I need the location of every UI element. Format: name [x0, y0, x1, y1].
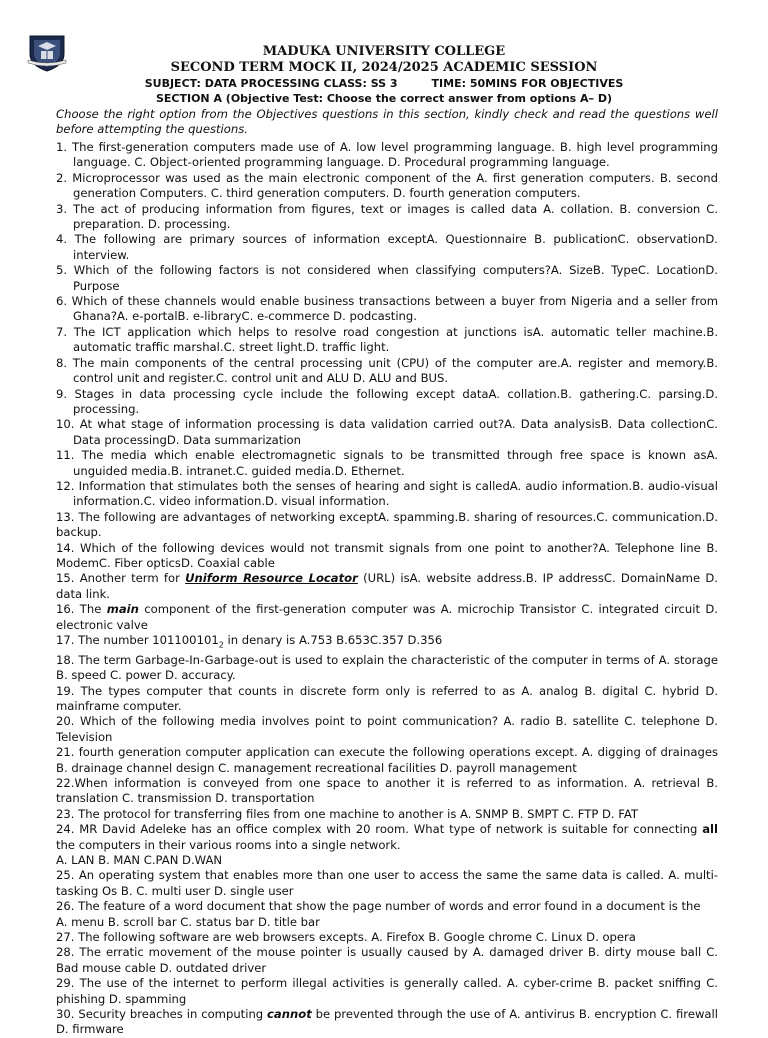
- emphasis-text: main: [106, 602, 139, 617]
- question-text: 3. The act of producing information from figures, text or images is called data A. collation. B. conversion C. preparation. D. processing.: [56, 201, 718, 232]
- question-options-text: A. LAN B. MAN C.PAN D.WAN: [56, 853, 223, 867]
- question-item: [56, 232, 718, 263]
- question-item: [56, 510, 718, 541]
- question-item: [56, 899, 718, 914]
- question-text: 10. At what stage of information processing is data validation carried out?A. Data analysisB. Data collectionC. Data processingD. Data summarization: [56, 417, 718, 447]
- question-text: 7. The ICT application which helps to resolve road congestion at junctions isA. automatic teller machine.B. automatic traffic marshal.C. street light.D. traffic light.: [56, 324, 718, 355]
- question-item: [56, 294, 718, 325]
- question-text: 14. Which of the following devices would not transmit signals from one point to another?A. Telephone line B. ModemC. Fiber opticsD. Coaxial cable: [56, 540, 718, 570]
- question-item: [56, 822, 718, 853]
- emphasis-text: all: [702, 822, 718, 837]
- question-item: [56, 684, 718, 715]
- question-item: [56, 776, 718, 807]
- question-text: 28. The erratic movement of the mouse pointer is usually caused by A. damaged driver B. dirty mouse ball C. Bad mouse cable D. outdated driver: [56, 945, 718, 975]
- question-options: [56, 853, 718, 868]
- question-text: the computers in their various rooms into a single network.: [56, 837, 401, 852]
- question-text: 1. The first-generation computers made use of A. low level programming language. B. high level programming language. C. Object-oriented programming language. D. Procedural programming language.: [56, 140, 718, 170]
- question-item: [56, 140, 718, 171]
- question-options-text: A. menu B. scroll bar C. status bar D. title bar: [56, 914, 320, 929]
- question-item: [56, 945, 718, 976]
- question-text: 2. Microprocessor was used as the main electronic component of the A. first generation computers. B. second generation Computers. C. third generation computers. D. fourth generation computers.: [56, 170, 718, 201]
- question-text: (URL) isA. website address.B. IP addressC. DomainName D. data link.: [56, 571, 718, 601]
- question-item: [56, 387, 718, 418]
- exam-header: [0, 44, 768, 106]
- question-text: 21. fourth generation computer application can execute the following operations except. A. digging of drainages B. drainage channel design C. management recreational facilities D. payroll management: [56, 745, 718, 775]
- question-text: 30. Security breaches in computing: [56, 1007, 268, 1022]
- question-text: 25. An operating system that enables more than one user to access the same the same data is called. A. multi-tasking Os B. C. multi user D. single user: [56, 868, 718, 898]
- question-item: [56, 417, 718, 448]
- question-item: [56, 541, 718, 572]
- question-item: [56, 448, 718, 479]
- question-text: 27. The following software are web browsers excepts. A. Firefox B. Google chrome C. Linux D. opera: [56, 930, 636, 945]
- subscript-base: 2: [218, 640, 224, 650]
- question-item: [56, 571, 718, 602]
- question-item: [56, 171, 718, 202]
- question-item: [56, 356, 718, 387]
- question-options: [56, 915, 718, 930]
- question-text: 11. The media which enable electromagnetic signals to be transmitted through free space is known asA. unguided media.B. intranet.C. guided media.D. Ethernet.: [56, 448, 718, 478]
- question-text: 20. Which of the following media involves point to point communication? A. radio B. satellite C. telephone D. Television: [56, 714, 718, 744]
- question-item: [56, 745, 718, 776]
- question-text: 8. The main components of the central processing unit (CPU) of the computer are.A. register and memory.B. control unit and register.C. control unit and ALU D. ALU and BUS.: [56, 355, 718, 386]
- question-item: [56, 202, 718, 233]
- question-text: 18. The term Garbage-In-Garbage-out is used to explain the characteristic of the computer in terms of A. storage B. speed C. power D. accuracy.: [56, 652, 718, 683]
- question-text: be prevented through the use of A. antivirus B. encryption C. firewall D. firmware: [56, 1007, 718, 1037]
- question-text: 5. Which of the following factors is not considered when classifying computers?A. SizeB. TypeC. LocationD. Purpose: [56, 263, 718, 293]
- question-item: [56, 653, 718, 684]
- question-text: 24. MR David Adeleke has an office complex with 20 room. What type of network is suitable for connecting: [56, 822, 703, 837]
- question-item: [56, 1007, 718, 1038]
- subject-line: [0, 76, 768, 91]
- question-text: 9. Stages in data processing cycle include the following except dataA. collation.B. gathering.C. parsing.D. processing.: [56, 386, 718, 416]
- question-list: [56, 140, 718, 1038]
- question-text: 12. Information that stimulates both the senses of hearing and sight is calledA. audio information.B. audio-visual information.C. video information.D. visual information.: [56, 478, 718, 509]
- question-item: [56, 714, 718, 745]
- question-item: [56, 930, 718, 945]
- question-text: 4. The following are primary sources of information exceptA. Questionnaire B. publicationC. observationD. interview.: [56, 232, 718, 262]
- question-item: [56, 633, 718, 653]
- question-text: 6. Which of these channels would enable business transactions between a buyer from Nigeria and a seller from Ghana?A. e-portalB. e-libraryC. e-commerce D. podcasting.: [56, 294, 718, 324]
- question-item: [56, 479, 718, 510]
- question-text: 23. The protocol for transferring files from one machine to another is A. SNMP B. SMPT C. FTP D. FAT: [56, 806, 639, 821]
- question-item: [56, 976, 718, 1007]
- question-text: 22.When information is conveyed from one space to another it is referred to as information. A. retrieval B. translation C. transmission D. transportation: [56, 775, 718, 806]
- question-item: [56, 868, 718, 899]
- question-text: 26. The feature of a word document that show the page number of words and error found in a document is the: [56, 899, 701, 914]
- question-text: 17. The number 101100101: [56, 633, 219, 647]
- emphasis-text: cannot: [267, 1007, 312, 1022]
- instructions: Choose the right option from the Objectives questions in this section, kindly check and read the questions well before attempting the questions.: [56, 107, 718, 137]
- subject-class: SUBJECT: DATA PROCESSING CLASS: SS 3: [144, 77, 398, 90]
- question-item: [56, 602, 718, 633]
- emphasis-text: Uniform Resource Locator: [185, 571, 358, 586]
- question-item: [56, 263, 718, 294]
- section-title: SECTION A (Objective Test: Choose the correct answer from options A– D): [155, 92, 613, 105]
- question-text: 29. The use of the internet to perform illegal activities is generally called. A. cyber-crime B. packet sniffing C. phishing D. spamming: [56, 976, 718, 1006]
- question-text: 16. The: [56, 602, 107, 617]
- question-item: [56, 807, 718, 822]
- exam-title: SECOND TERM MOCK II, 2024/2025 ACADEMIC SESSION: [170, 60, 598, 75]
- question-text: 19. The types computer that counts in discrete form only is referred to as A. analog B. digital C. hybrid D. mainframe computer.: [56, 683, 718, 713]
- question-item: [56, 325, 718, 356]
- school-name: MADUKA UNIVERSITY COLLEGE: [262, 44, 506, 59]
- question-text: component of the first-generation computer was A. microchip Transistor C. integrated circuit D. electronic valve: [56, 602, 718, 632]
- question-text: 15. Another term for: [56, 571, 186, 586]
- exam-time: TIME: 50MINS FOR OBJECTIVES: [431, 77, 624, 90]
- question-text: 13. The following are advantages of networking exceptA. spamming.B. sharing of resources.C. communication.D. backup.: [56, 509, 718, 540]
- question-text: in denary is A.753 B.653C.357 D.356: [223, 633, 443, 647]
